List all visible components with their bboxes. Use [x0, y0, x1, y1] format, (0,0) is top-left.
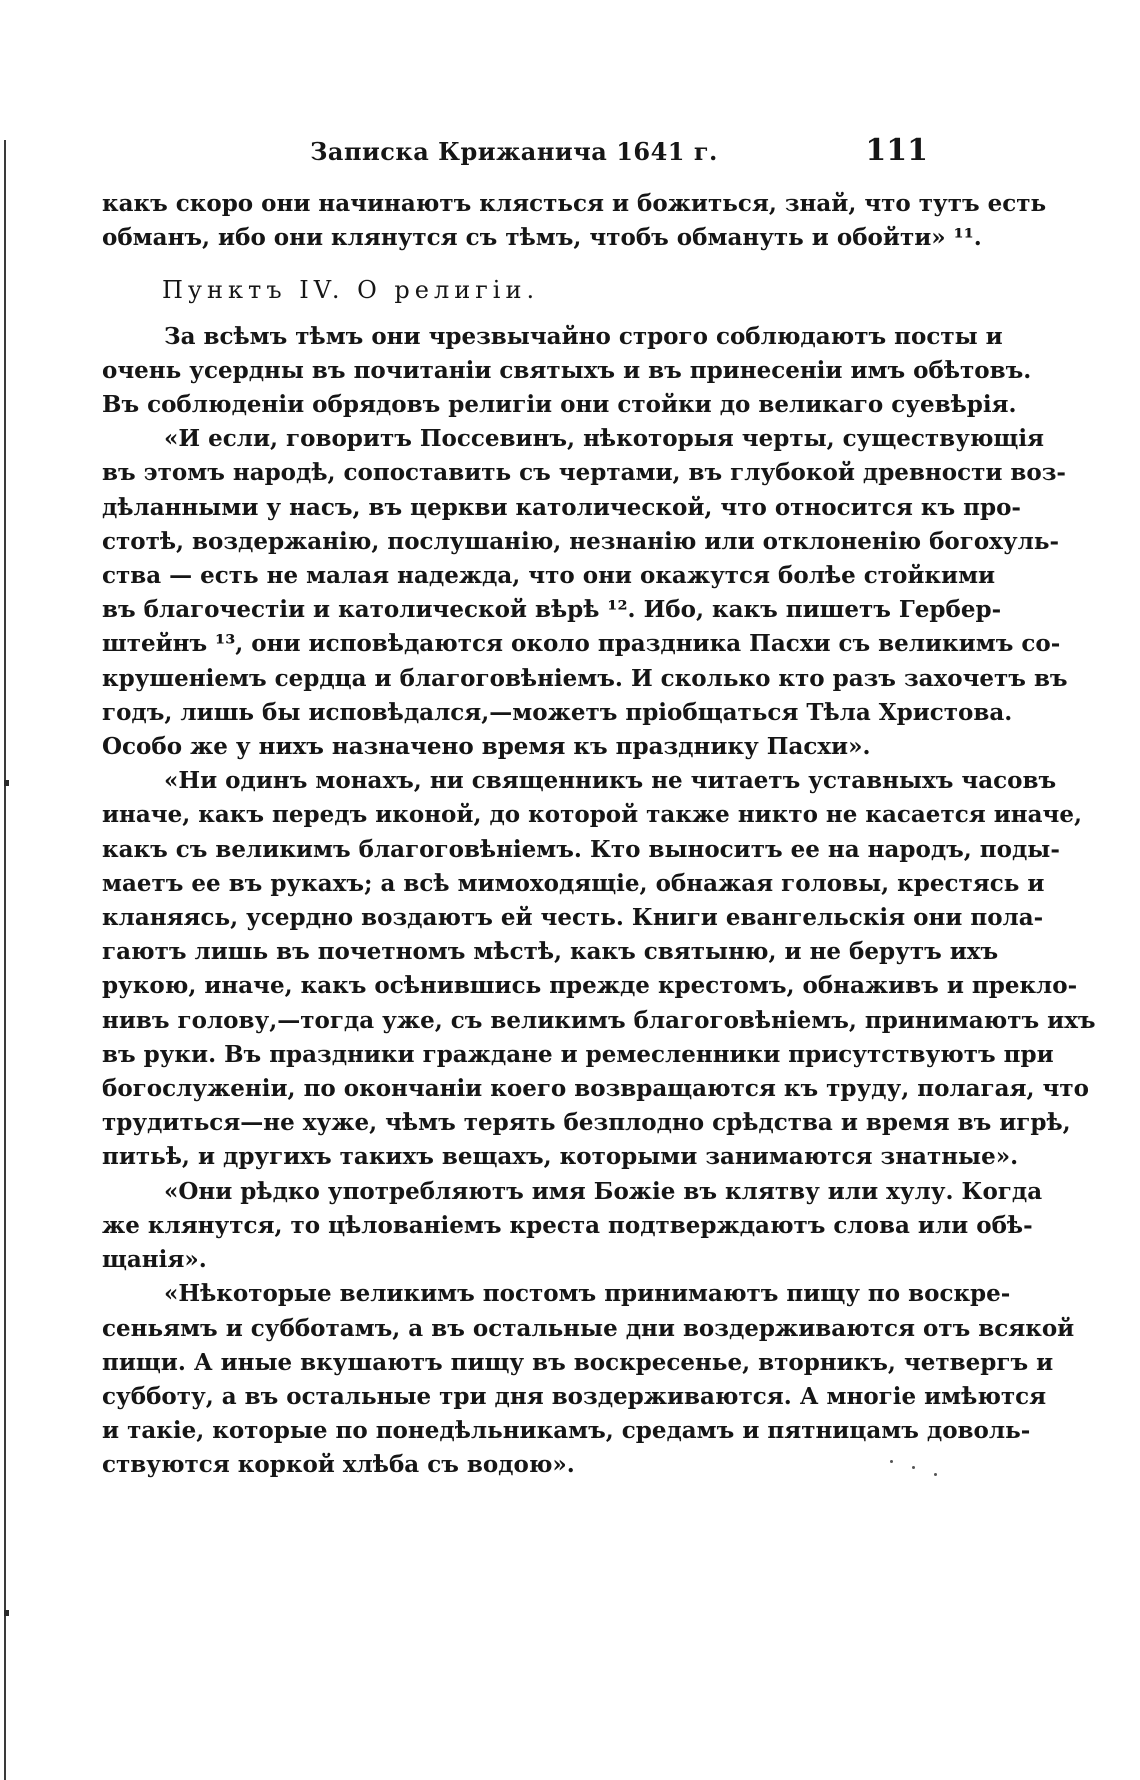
text-line: «Ни одинъ монахъ, ни священникъ не читаетъ уставныхъ часовъ [164, 767, 1057, 795]
text-line: Особо же у нихъ назначено время къ празднику Пасхи». [102, 733, 871, 761]
paragraph [102, 320, 1032, 423]
edge-mark [4, 780, 9, 786]
text-line: субботу, а въ остальные три дня воздерживаются. А многіе имѣются [102, 1382, 1047, 1410]
text-line: «Они рѣдко употребляютъ имя Божіе въ клятву или хулу. Когда [164, 1177, 1043, 1205]
text-line: маетъ ее въ рукахъ; а всѣ мимоходящіе, обнажая головы, крестясь и [102, 869, 1045, 897]
speck [890, 1460, 893, 1463]
paragraph [102, 1175, 1043, 1278]
section-heading: Пунктъ IV. О религіи. [162, 276, 540, 305]
text-line: щанія». [102, 1246, 207, 1274]
paragraph [102, 764, 1096, 1174]
speck [912, 1466, 915, 1469]
text-line: пищи. А иные вкушаютъ пищу въ воскресенье, вторникъ, четвергъ и [102, 1348, 1054, 1376]
speck [934, 1473, 937, 1476]
text-line: «Нѣкоторые великимъ постомъ принимаютъ пищу по воскре- [164, 1280, 1011, 1308]
page-body [102, 187, 1096, 1483]
text-line: въ благочестіи и католической вѣрѣ ¹². Ибо, какъ пишетъ Гербер- [102, 596, 1002, 624]
paragraph [102, 1277, 1075, 1482]
text-line: трудиться—не хуже, чѣмъ терять безплодно срѣдства и время въ игрѣ, [102, 1109, 1071, 1137]
text-line: гаютъ лишь въ почетномъ мѣстѣ, какъ святыню, и не берутъ ихъ [102, 938, 999, 966]
text-line: стотѣ, воздержанію, послушанію, незнанію или отклоненію богохуль- [102, 527, 1059, 555]
text-line: богослуженіи, по окончаніи коего возвращаются къ труду, полагая, что [102, 1075, 1089, 1103]
text-line: и такіе, которые по понедѣльникамъ, средамъ и пятницамъ доволь- [102, 1417, 1031, 1445]
text-line: «И если, говоритъ Поссевинъ, нѣкоторыя черты, существующія [164, 425, 1045, 453]
text-line: очень усердны въ почитаніи святыхъ и въ принесеніи имъ обѣтовъ. [102, 356, 1032, 384]
text-line: ства — есть не малая надежда, что они окажутся болѣе стойкими [102, 562, 996, 590]
page-binding-edge [4, 140, 6, 1780]
paragraph [102, 422, 1068, 764]
text-line: въ руки. Въ праздники граждане и ремесленники присутствуютъ при [102, 1040, 1054, 1068]
text-line: штейнъ ¹³, они исповѣдаются около праздника Пасхи съ великимъ со- [102, 630, 1061, 658]
text-line: дѣланными у насъ, въ церкви католической, что относится къ про- [102, 493, 1021, 521]
text-line: питьѣ, и другихъ такихъ вещахъ, которыми занимаются знатные». [102, 1143, 1019, 1171]
text-line: кланяясь, усердно воздаютъ ей честь. Книги евангельскія они пола- [102, 904, 1044, 932]
text-line: сеньямъ и субботамъ, а въ остальные дни воздерживаются отъ всякой [102, 1314, 1075, 1342]
text-line: годъ, лишь бы исповѣдался,—можетъ пріобщаться Тѣла Христова. [102, 698, 1013, 726]
carryover-paragraph [102, 187, 1047, 255]
text-line: ствуются коркой хлѣба съ водою». [102, 1451, 575, 1479]
text-line: Въ соблюденіи обрядовъ религіи они стойки до великаго суевѣрія. [102, 391, 1017, 419]
text-line: обманъ, ибо они клянутся съ тѣмъ, чтобъ обмануть и обойти» ¹¹. [102, 224, 982, 252]
page-header [160, 133, 928, 177]
print-specks [890, 1460, 950, 1480]
text-line: какъ скоро они начинаютъ клясться и божиться, знай, что тутъ есть [102, 190, 1047, 217]
text-line: нивъ голову,—тогда уже, съ великимъ благоговѣніемъ, принимаютъ ихъ [102, 1006, 1096, 1034]
page-number: 111 [865, 133, 928, 168]
running-title: Записка Крижанича 1641 г. [310, 137, 718, 166]
text-line: За всѣмъ тѣмъ они чрезвычайно строго соблюдаютъ посты и [164, 322, 1003, 350]
text-line: въ этомъ народѣ, сопоставить съ чертами, въ глубокой древности воз- [102, 459, 1066, 487]
text-line: рукою, иначе, какъ осѣнившись прежде крестомъ, обнаживъ и прекло- [102, 972, 1078, 1000]
text-line: какъ съ великимъ благоговѣніемъ. Кто выноситъ ее на народъ, поды- [102, 835, 1060, 863]
text-line: иначе, какъ передъ иконой, до которой также никто не касается иначе, [102, 801, 1082, 829]
text-line: же клянутся, то цѣлованіемъ креста подтверждаютъ слова или обѣ- [102, 1211, 1033, 1239]
edge-mark [4, 1610, 9, 1616]
text-line: крушеніемъ сердца и благоговѣніемъ. И сколько кто разъ захочетъ въ [102, 664, 1068, 692]
